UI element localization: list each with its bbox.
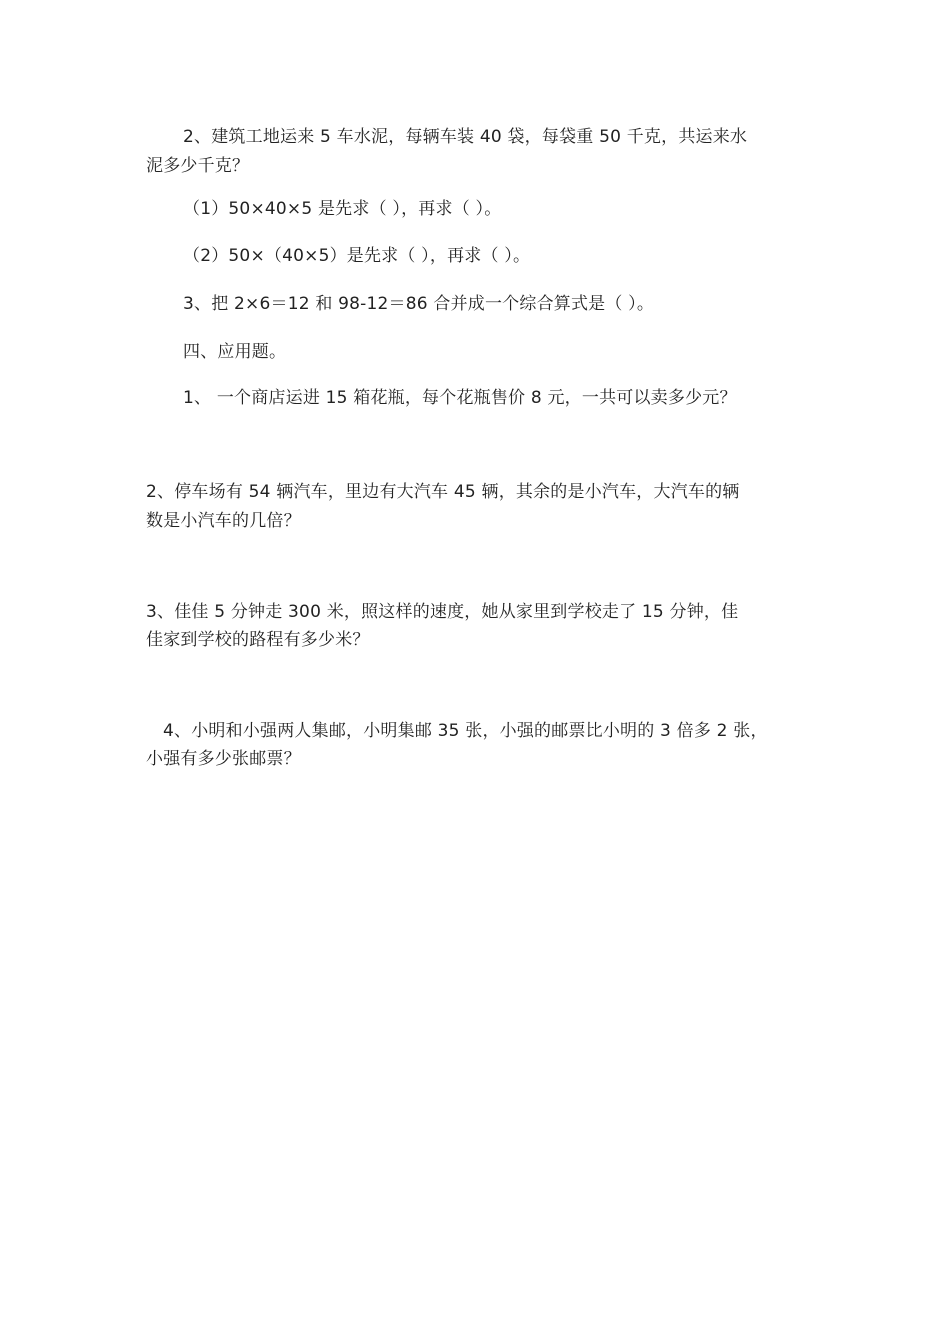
section-heading: 四、应用题。 (183, 342, 287, 362)
application-question-4-line-1: 4、小明和小强两人集邮，小明集邮 35 张，小强的邮票比小明的 3 倍多 2 张， (163, 721, 768, 741)
question-3: 3、把 2×6＝12 和 98-12＝86 合并成一个综合算式是（ ）。 (183, 294, 655, 314)
application-question-3-line-1: 3、佳佳 5 分钟走 300 米，照这样的速度，她从家里到学校走了 15 分钟，佳 (146, 602, 739, 622)
question-2-line-1: 2、建筑工地运来 5 车水泥，每辆车装 40 袋，每袋重 50 千克，共运来水 (183, 127, 748, 147)
application-question-3-line-2: 佳家到学校的路程有多少米？ (146, 630, 370, 650)
application-question-1: 1、 一个商店运进 15 箱花瓶，每个花瓶售价 8 元，一共可以卖多少元？ (183, 388, 737, 408)
application-question-4-line-2: 小强有多少张邮票？ (146, 749, 301, 769)
application-question-2-line-1: 2、停车场有 54 辆汽车，里边有大汽车 45 辆，其余的是小汽车，大汽车的辆 (146, 482, 740, 502)
application-question-2-line-2: 数是小汽车的几倍？ (146, 511, 301, 531)
question-2-line-2: 泥多少千克？ (146, 156, 250, 176)
question-2-sub-1: （1）50×40×5 是先求（ ），再求（ ）。 (183, 199, 502, 219)
question-2-sub-2: （2）50×（40×5）是先求（ ），再求（ ）。 (183, 246, 531, 266)
